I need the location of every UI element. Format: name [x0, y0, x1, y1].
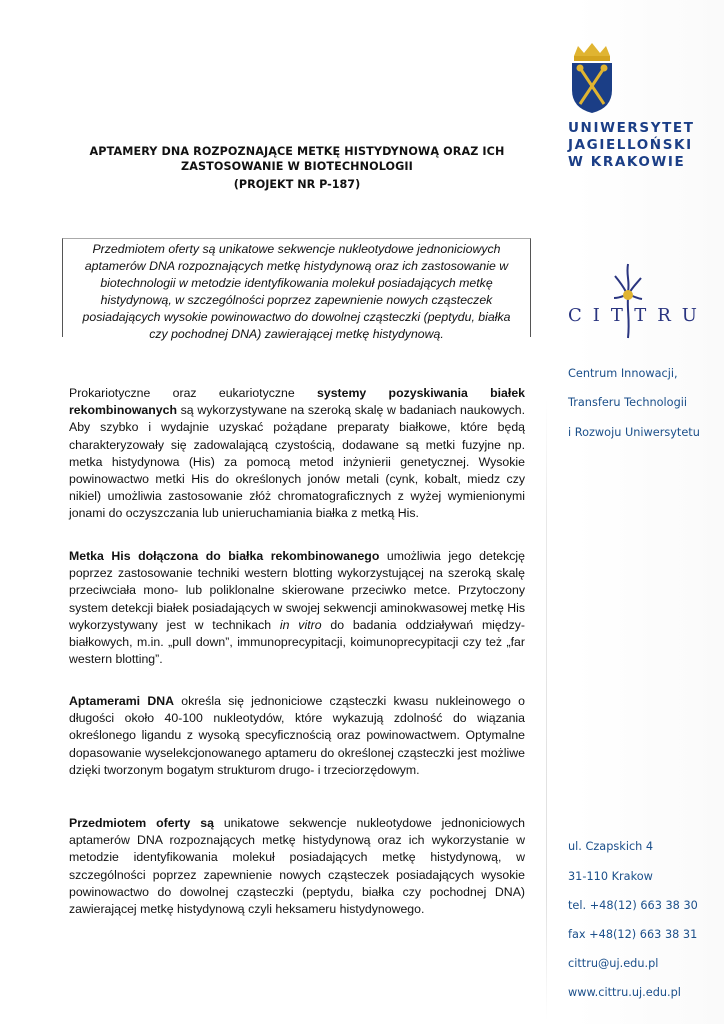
website-link[interactable]: www.cittru.uj.edu.pl — [568, 986, 681, 999]
title-line-2: ZASTOSOWANIE W BIOTECHNOLOGII — [181, 160, 413, 173]
document-title — [69, 144, 525, 174]
paragraph-aptamers — [69, 693, 525, 779]
abstract-box: Przedmiotem oferty są unikatowe sekwencje nukleotydowe jednoniciowych aptamerów DNA rozpoznających metkę histydynową oraz ich zastosowanie w biotechnologii w metodzie identyfikowania molekuł posiadających metkę histydynową, w szczególności poprzez zapewnienie nowych cząsteczek posiadających wysokie powinowactwo do dowolnej cząsteczki (peptydu, białka czy pochodnej DNA) zawierającej metkę histydynową. — [62, 238, 531, 337]
uj-crest-logo — [568, 42, 616, 114]
title-line-1: APTAMERY DNA ROZPOZNAJĄCE METKĘ HISTYDYNOWĄ ORAZ ICH — [89, 145, 505, 158]
p2-bold: Metka His dołączona do białka rekombinowanego — [69, 549, 380, 563]
centrum-line-1: Centrum Innowacji, — [568, 367, 678, 380]
address-city: 31-110 Krakow — [568, 870, 653, 883]
uj-name-line-3: W KRAKOWIE — [568, 154, 686, 170]
project-number: (PROJEKT NR P-187) — [233, 178, 361, 191]
centrum-line-3: i Rozwoju Uniwersytetu — [568, 426, 700, 439]
sidebar-divider — [546, 400, 547, 1020]
p1-bold: systemy pozyskiwania białek rekombinowanych — [69, 386, 525, 418]
uj-name-line-2: JAGIELLOŃSKI — [568, 137, 693, 153]
fax-number: fax +48(12) 663 38 31 — [568, 928, 698, 941]
cittru-star-logo — [568, 262, 688, 342]
address-street: ul. Czapskich 4 — [568, 840, 654, 853]
centrum-line-2: Transferu Technologii — [568, 396, 688, 409]
p2-body-a: umożliwia jego detekcję poprzez zastosowanie techniki western blotting wykorzystującej na szeroką skalę przeciwciała mono- lub poliklonalne skierowane przeciwko metce. Przytoczony system detekcji białek posiadających w swojej sekwencji aminokwasowej metkę His wykorzystywany jest w technikach — [69, 549, 525, 632]
crown-icon — [574, 43, 610, 56]
p1-intro: Prokariotyczne oraz eukariotyczne — [69, 386, 318, 400]
uj-name-line-1: UNIWERSYTET — [568, 120, 695, 136]
p1-body: są wykorzystywane na szeroką skalę w badaniach naukowych. Aby szybko i wydajnie uzyskać pożądane preparaty białkowe, które będą charakteryzowały się zadowalającą czystością, dodawane są metki fuzyjne np. metka histydynowa (His) za pomocą metod inżynierii genetycznej. Wysokie powinowactwo metki His do określonych jonów metali (cynk, kobalt, miedz czy nikiel) umożliwia zastosowanie złóż chromatograficznych z wyżej wymienionymi jonami do oczyszczania lub unieruchamiania białka z metką His. — [69, 403, 525, 521]
phone-number: tel. +48(12) 663 38 30 — [568, 899, 698, 912]
p4-bold: Przedmiotem oferty są — [69, 816, 214, 830]
p2-italic: in vitro — [279, 617, 322, 632]
paragraph-expression-systems — [69, 385, 525, 523]
paragraph-offer — [69, 815, 525, 918]
uj-wordmark — [568, 120, 695, 171]
email-link[interactable]: cittru@uj.edu.pl — [568, 957, 659, 970]
p2-body-b: do badania oddziaływań między- białkowych, m.in. „pull down”, immunoprecypitacji, koimunoprecypitacji czy też „far western blotting”. — [69, 617, 525, 667]
p4-body: unikatowe sekwencje nukleotydowe jednoniciowych aptamerów DNA rozpoznających metkę histydynową oraz ich wykorzystanie w metodzie identyfikowania molekuł posiadających metkę histydynową, w szczególności poprzez zapewnienie nowych cząsteczek posiadających wysokie powinowactwo do dowolnej cząsteczki (peptydu, białka czy pochodnej DNA) zawierającej metkę histydynową czyli heksameru histydynowego. — [69, 816, 525, 917]
paragraph-his-tag — [69, 548, 525, 668]
p3-body: określa się jednoniciowe cząsteczki kwasu nukleinowego o długości około 40-100 nukleotydów, które wykazują zdolność do wiązania określonego ligandu z wysoką specyficznością oraz powinowactwem. Optymalne dopasowanie wyselekcjonowanego aptameru do określonej cząsteczki jest możliwe dzięki tworzonym bogatym strukturom drugo- i trzeciorzędowym. — [69, 694, 525, 777]
p3-bold: Aptamerami DNA — [69, 694, 174, 708]
cittru-wordmark: CITTRU — [568, 305, 708, 326]
